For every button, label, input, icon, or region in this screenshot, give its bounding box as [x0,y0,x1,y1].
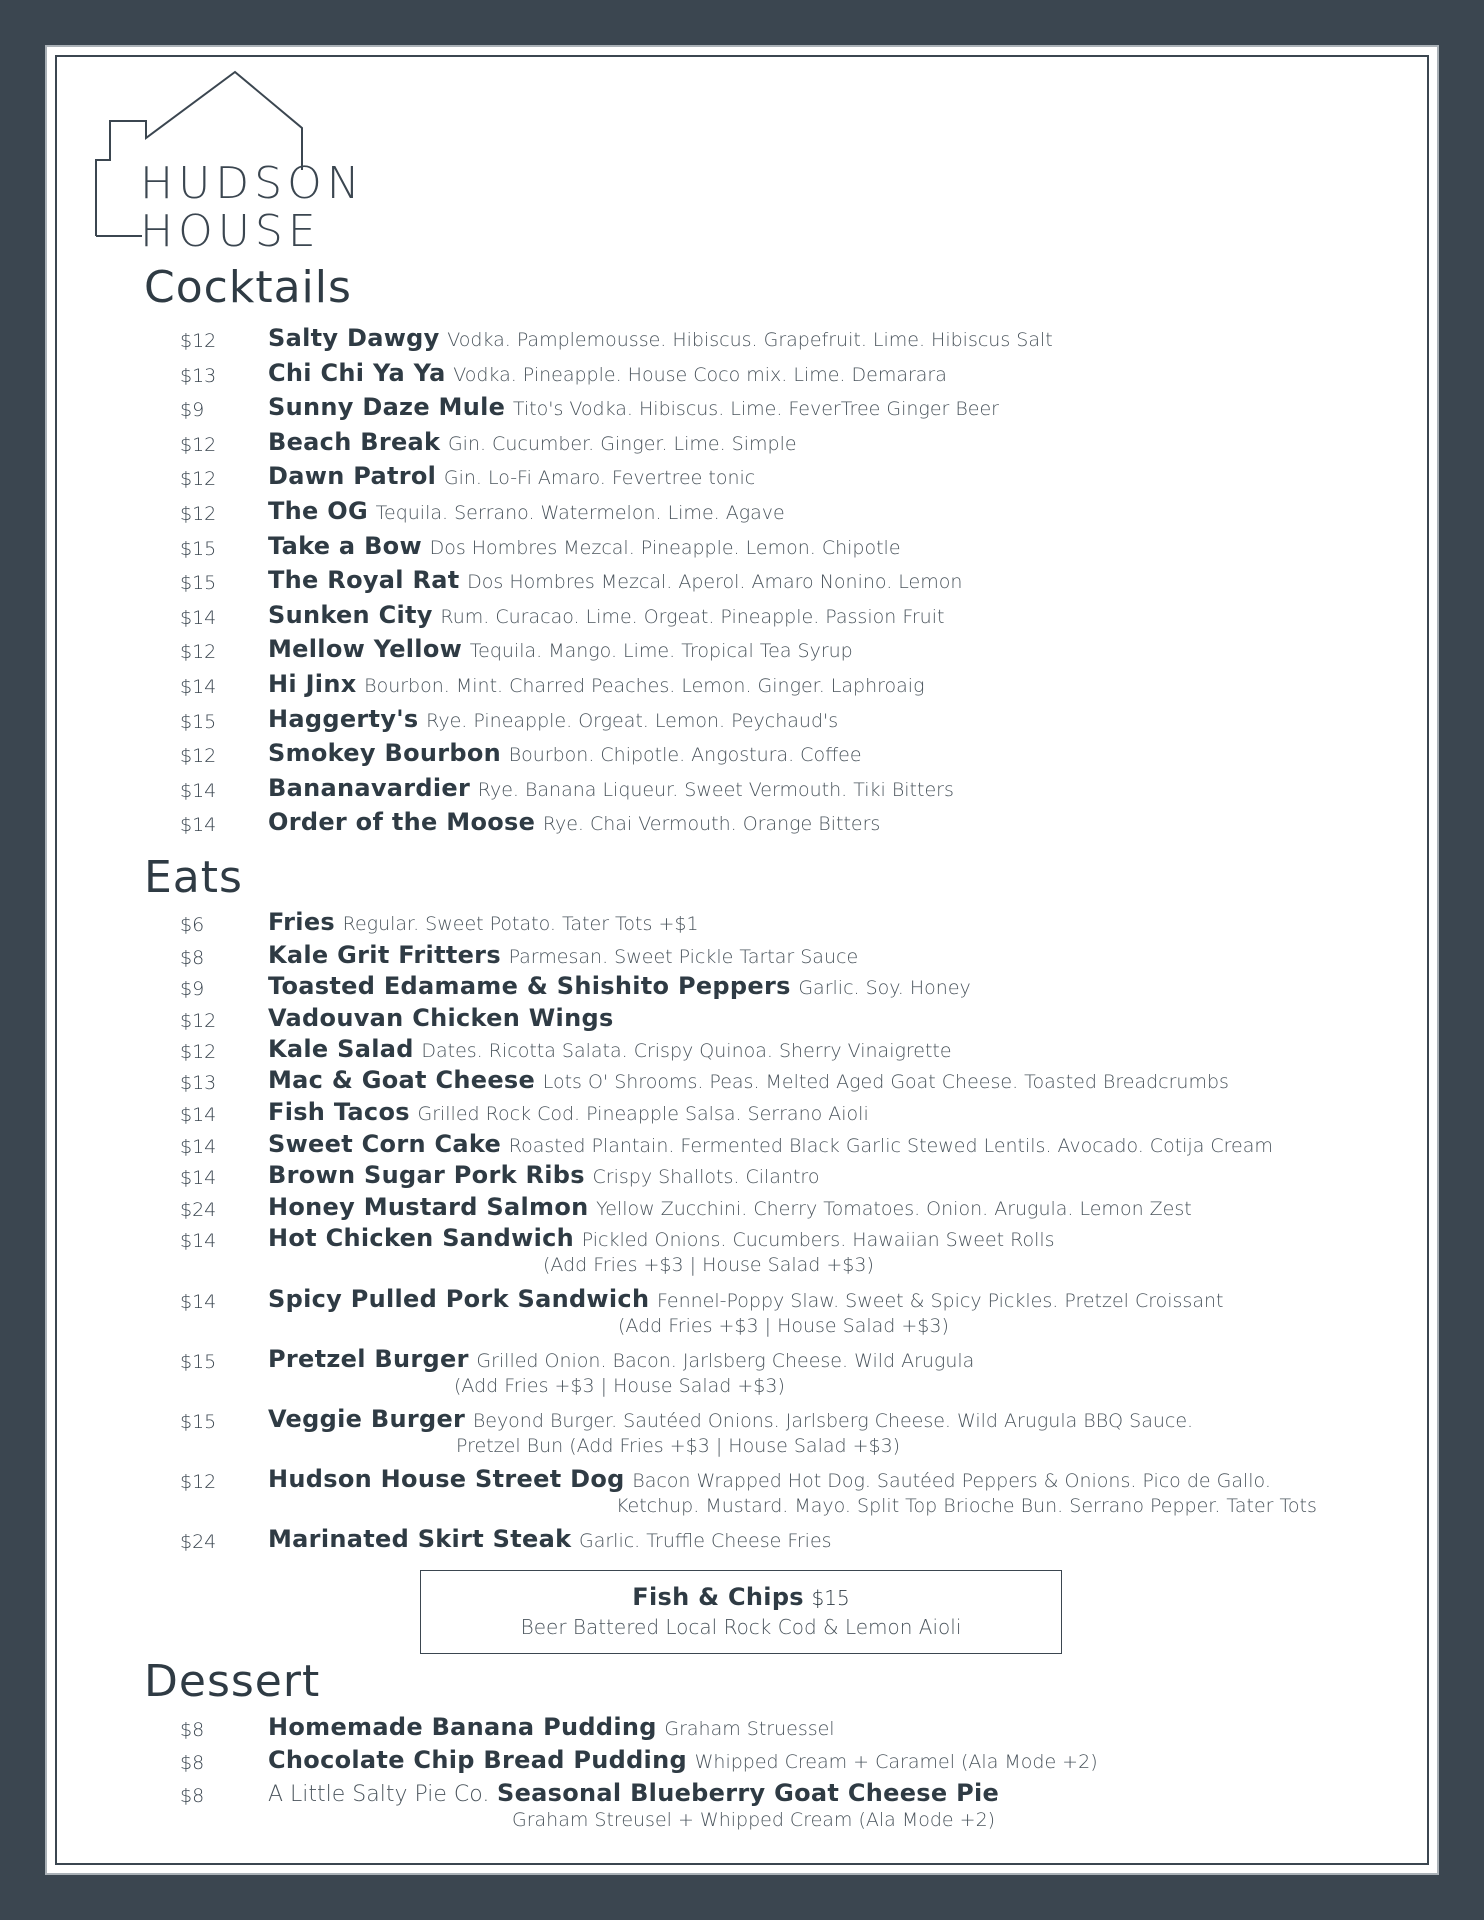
item-price: $8 [180,1752,205,1774]
item-text [268,359,947,387]
item-text [268,1525,832,1553]
menu-item [0,428,1484,460]
item-extra: Ketchup. Mustard. Mayo. Split Top Brioche Bun. Serrano Pepper. Tater Tots [616,1495,1317,1517]
item-text [268,941,858,969]
item-price: $14 [180,1291,217,1313]
item-name: Chocolate Chip Bread Pudding [268,1746,687,1774]
item-description: Parmesan. Sweet Pickle Tartar Sauce [508,946,859,968]
menu-item [0,941,1484,973]
item-text [268,1746,1098,1774]
item-description: Whipped Cream + Caramel (Ala Mode +2) [694,1751,1098,1773]
item-text [268,1285,1223,1313]
menu-item [0,1098,1484,1130]
item-name: Hot Chicken Sandwich [268,1224,575,1252]
menu-item [0,393,1484,425]
item-name: Order of the Moose [268,808,536,836]
item-price: $14 [180,1167,217,1189]
brand-line1: HUDSON [140,158,365,209]
item-price: $6 [180,914,205,936]
menu-item [0,1161,1484,1193]
item-description: Rye. Chai Vermouth. Orange Bitters [542,813,881,835]
item-description: Rye. Banana Liqueur. Sweet Vermouth. Tiki Bitters [477,779,954,801]
item-text [268,462,755,490]
item-text [268,972,971,1000]
item-description: Gin. Lo-Fi Amaro. Fevertree tonic [443,467,756,489]
item-description: Bourbon. Chipotle. Angostura. Coffee [508,744,862,766]
menu-item [0,1405,1484,1457]
cocktails-heading: Cocktails [144,262,352,313]
item-name: Sweet Corn Cake [268,1130,502,1158]
featured-item-desc: Beer Battered Local Rock Cod & Lemon Aioli [520,1615,962,1639]
item-text [268,908,699,936]
item-price: $14 [180,607,217,629]
item-text [268,670,924,698]
dessert-heading: Dessert [144,1656,321,1707]
menu-item [0,462,1484,494]
menu-item [0,1035,1484,1067]
item-price: $13 [180,365,217,387]
item-extra: (Add Fries +$3 | House Salad +$3) [454,1375,785,1397]
menu-item [0,1193,1484,1225]
brand-wordmark [140,160,365,256]
item-price: $9 [180,978,205,1000]
item-text [268,1098,869,1126]
item-text [268,1465,1271,1493]
item-text [268,1130,1273,1158]
item-description: Bacon Wrapped Hot Dog. Sautéed Peppers & Onions. Pico de Gallo. [632,1470,1271,1492]
item-description: Pickled Onions. Cucumbers. Hawaiian Sweet Rolls [581,1229,1055,1251]
item-name: Marinated Skirt Steak [268,1525,572,1553]
item-price: $8 [180,1785,205,1807]
item-text [268,532,901,560]
item-price: $12 [180,1010,217,1032]
item-text [268,1004,614,1032]
item-description: Garlic. Soy. Honey [798,977,971,999]
item-extra: Pretzel Bun (Add Fries +$3 | House Salad +$3) [456,1435,901,1457]
item-description: Yellow Zucchini. Cherry Tomatoes. Onion. Arugula. Lemon Zest [596,1198,1192,1220]
menu-item [0,359,1484,391]
item-price: $14 [180,814,217,836]
item-name: Mac & Goat Cheese [268,1066,536,1094]
item-price: $15 [180,572,217,594]
item-name: Vadouvan Chicken Wings [268,1004,614,1032]
item-name: Homemade Banana Pudding [268,1713,657,1741]
item-name: Seasonal Blueberry Goat Cheese Pie [497,1779,1000,1807]
item-name: Toasted Edamame & Shishito Peppers [268,972,791,1000]
item-name: Hudson House Street Dog [268,1465,625,1493]
item-description: Tequila. Mango. Lime. Tropical Tea Syrup [469,640,853,662]
item-price: $12 [180,330,217,352]
item-text [268,774,954,802]
item-description: Vodka. Pineapple. House Coco mix. Lime. Demarara [453,364,947,386]
menu-item [0,1746,1484,1778]
item-price: $9 [180,399,205,421]
item-name: Brown Sugar Pork Ribs [268,1161,585,1189]
item-text [268,739,862,767]
menu-item [0,532,1484,564]
item-name: Chi Chi Ya Ya [268,359,446,387]
item-name: Veggie Burger [268,1405,466,1433]
item-price: $15 [180,711,217,733]
menu-item [0,1779,1484,1831]
item-text [268,808,880,836]
item-description: Gin. Cucumber. Ginger. Lime. Simple [447,433,797,455]
item-price: $15 [180,538,217,560]
item-name: Beach Break [268,428,441,456]
item-name: Haggerty's [268,705,419,733]
menu-item [0,497,1484,529]
item-text [268,566,962,594]
item-text [268,1161,819,1189]
item-description: Bourbon. Mint. Charred Peaches. Lemon. Ginger. Laphroaig [364,675,925,697]
menu-item [0,705,1484,737]
brand-line2: HOUSE [140,206,321,257]
item-price: $12 [180,641,217,663]
item-name: Spicy Pulled Pork Sandwich [268,1285,650,1313]
item-name: Kale Salad [268,1035,414,1063]
eats-heading: Eats [144,852,243,903]
item-description: Graham Struessel [664,1718,835,1740]
item-name: Hi Jinx [268,670,357,698]
item-text [268,1035,952,1063]
item-description: Tito's Vodka. Hibiscus. Lime. FeverTree Ginger Beer [512,398,999,420]
menu-item [0,1004,1484,1036]
item-description: Regular. Sweet Potato. Tater Tots +$1 [342,913,699,935]
item-price: $12 [180,1471,217,1493]
item-name: Sunken City [268,601,433,629]
item-price: $12 [180,503,217,525]
item-price: $24 [180,1199,217,1221]
item-text [268,705,838,733]
item-description: Lots O' Shrooms. Peas. Melted Aged Goat Cheese. Toasted Breadcrumbs [542,1071,1229,1093]
item-name: Mellow Yellow [268,635,463,663]
item-name: Smokey Bourbon [268,739,502,767]
item-price: $14 [180,1230,217,1252]
menu-item [0,739,1484,771]
menu-item [0,670,1484,702]
featured-item-name: Fish & Chips [632,1583,804,1611]
item-description: Grilled Rock Cod. Pineapple Salsa. Serrano Aioli [417,1103,869,1125]
menu-item [0,808,1484,840]
item-price: $14 [180,676,217,698]
item-price: $8 [180,1719,205,1741]
menu-item [0,774,1484,806]
item-text [268,324,1053,352]
item-price: $12 [180,745,217,767]
item-description: Rye. Pineapple. Orgeat. Lemon. Peychaud's [426,710,839,732]
item-text [268,428,797,456]
menu-item [0,324,1484,356]
menu-item [0,1345,1484,1397]
menu-item [0,1130,1484,1162]
item-text [268,1345,974,1373]
item-name: Pretzel Burger [268,1345,469,1373]
item-text [268,601,944,629]
menu-item [0,635,1484,667]
item-description: Roasted Plantain. Fermented Black Garlic Stewed Lentils. Avocado. Cotija Cream [508,1135,1273,1157]
item-name: Take a Bow [268,532,422,560]
item-text [268,1779,999,1807]
item-text [268,635,853,663]
item-name: The OG [268,497,368,525]
item-description: Dos Hombres Mezcal. Aperol. Amaro Nonino. Lemon [467,571,963,593]
menu-item [0,1713,1484,1745]
item-name: Fries [268,908,335,936]
item-text [268,1405,1193,1433]
item-text [268,1713,835,1741]
item-description: Fennel-Poppy Slaw. Sweet & Spicy Pickles. Pretzel Croissant [657,1290,1224,1312]
menu-item [0,1066,1484,1098]
item-text [268,497,785,525]
item-description: Beyond Burger. Sautéed Onions. Jarlsberg Cheese. Wild Arugula BBQ Sauce. [472,1410,1194,1432]
item-name: Kale Grit Fritters [268,941,501,969]
item-price: $15 [180,1351,217,1373]
item-price: $12 [180,468,217,490]
menu-item [0,1224,1484,1276]
item-price: $24 [180,1531,217,1553]
item-name: The Royal Rat [268,566,460,594]
menu-item [0,1285,1484,1337]
menu-item [0,908,1484,940]
item-description: Tequila. Serrano. Watermelon. Lime. Agave [375,502,785,524]
featured-item-price: $15 [811,1586,850,1610]
menu-item [0,972,1484,1004]
item-name: Fish Tacos [268,1098,410,1126]
menu-item [0,1465,1484,1517]
item-description: Dates. Ricotta Salata. Crispy Quinoa. Sherry Vinaigrette [421,1040,952,1062]
item-price: $8 [180,947,205,969]
item-text [268,1224,1055,1252]
item-price: $13 [180,1072,217,1094]
item-price: $14 [180,780,217,802]
menu-item [0,601,1484,633]
item-description: Crispy Shallots. Cilantro [592,1166,820,1188]
item-text [268,393,999,421]
item-text [268,1066,1229,1094]
item-description: Vodka. Pamplemousse. Hibiscus. Grapefruit. Lime. Hibiscus Salt [447,329,1053,351]
item-description: Garlic. Truffle Cheese Fries [578,1530,832,1552]
item-price: $14 [180,1104,217,1126]
item-description: Dos Hombres Mezcal. Pineapple. Lemon. Chipotle [429,537,901,559]
item-text [268,1193,1192,1221]
item-name: Bananavardier [268,774,471,802]
item-price: $12 [180,1041,217,1063]
item-price: $12 [180,434,217,456]
item-name: Salty Dawgy [268,324,440,352]
menu-item [0,566,1484,598]
item-description: Grilled Onion. Bacon. Jarlsberg Cheese. Wild Arugula [476,1350,975,1372]
item-price: $14 [180,1136,217,1158]
menu-item [0,1525,1484,1557]
item-name: Dawn Patrol [268,462,437,490]
item-price: $15 [180,1411,217,1433]
item-extra: (Add Fries +$3 | House Salad +$3) [618,1315,949,1337]
item-maker: A Little Salty Pie Co. [268,1782,490,1807]
item-extra: (Add Fries +$3 | House Salad +$3) [543,1254,874,1276]
item-extra: Graham Streusel + Whipped Cream (Ala Mode +2) [512,1809,996,1831]
featured-item-box [420,1570,1062,1654]
item-name: Sunny Daze Mule [268,393,506,421]
item-description: Rum. Curacao. Lime. Orgeat. Pineapple. Passion Fruit [440,606,945,628]
item-name: Honey Mustard Salmon [268,1193,589,1221]
